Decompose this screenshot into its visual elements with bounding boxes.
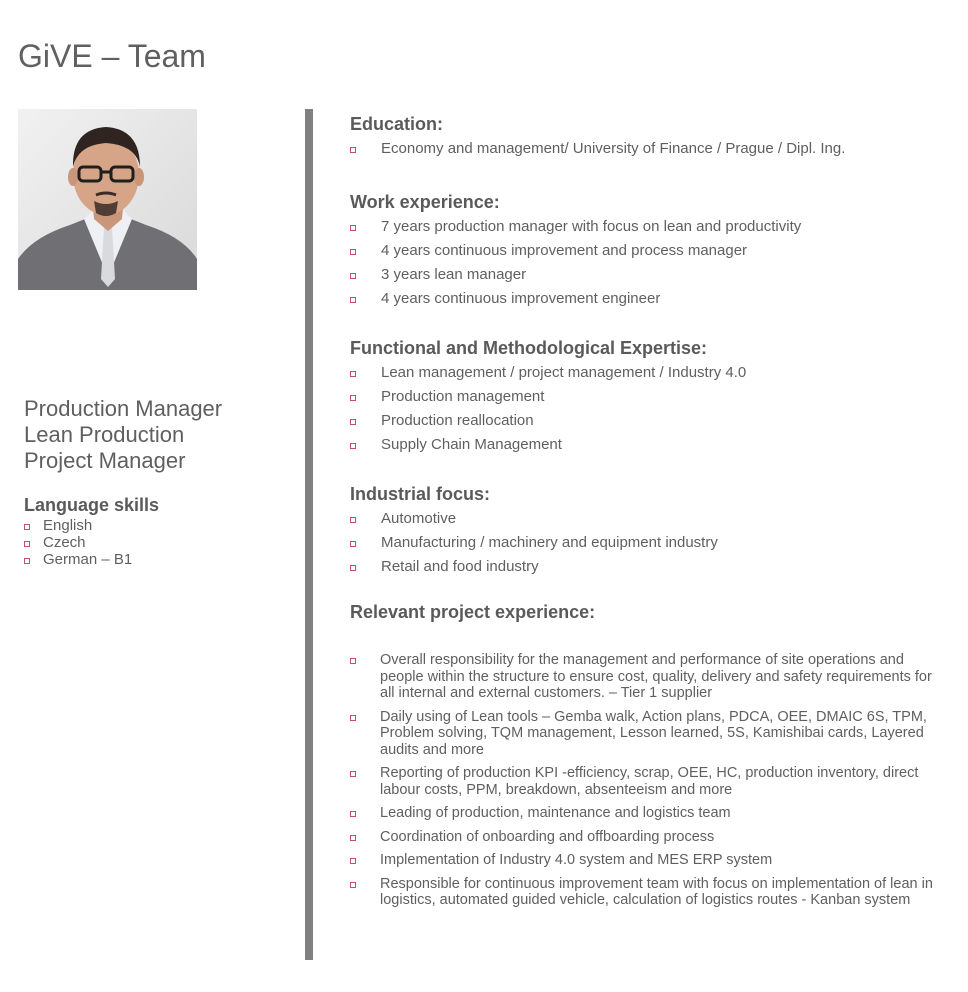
- language-label: German – B1: [43, 551, 133, 568]
- list-item: [350, 239, 940, 263]
- list-item: [350, 555, 940, 579]
- bullet-square-icon: [350, 771, 356, 777]
- list-item: [350, 852, 940, 869]
- language-item: [24, 534, 132, 551]
- list-item-text: Automotive: [381, 510, 457, 527]
- page-title: GiVE – Team: [18, 38, 206, 74]
- list-item: [350, 215, 940, 239]
- list-item: [350, 137, 940, 161]
- list-item-text: Production reallocation: [381, 412, 534, 429]
- list-item: [350, 507, 940, 531]
- bullet-square-icon: [24, 541, 30, 547]
- list-item: [350, 409, 940, 433]
- language-item: [24, 517, 132, 534]
- bullet-square-icon: [350, 371, 356, 377]
- language-item: [24, 551, 132, 568]
- list-item-text: Supply Chain Management: [381, 436, 562, 453]
- list-item-text: Lean management / project management / Industry 4.0: [381, 364, 747, 381]
- list-item-text: Leading of production, maintenance and logistics team: [380, 805, 731, 821]
- language-label: Czech: [43, 534, 86, 551]
- list-item: [350, 433, 940, 457]
- list-item: [350, 765, 940, 798]
- list-item-text: Retail and food industry: [381, 558, 539, 575]
- project-experience-list: [350, 652, 940, 909]
- list-item: [350, 531, 940, 555]
- list-item-text: Responsible for continuous improvement team with focus on implementation of lean in logistics, automated guided vehicle, calculation of logistics routes - Kanban system: [380, 875, 933, 908]
- bullet-square-icon: [350, 715, 356, 721]
- list-item-text: 4 years continuous improvement engineer: [381, 290, 661, 307]
- list-item: [350, 805, 940, 822]
- list-item: [350, 287, 940, 311]
- list-item-text: 3 years lean manager: [381, 266, 527, 283]
- list-item: [350, 263, 940, 287]
- bullet-square-icon: [350, 297, 356, 303]
- vertical-divider: [305, 109, 313, 960]
- role-title: Lean Production: [24, 422, 185, 447]
- bullet-square-icon: [350, 811, 356, 817]
- language-label: English: [43, 517, 93, 534]
- list-item: [350, 829, 940, 846]
- list-item-text: Reporting of production KPI -efficiency, scrap, OEE, HC, production inventory, direct labour costs, PPM, breakdown, absenteeism and more: [380, 765, 919, 798]
- list-item: [350, 709, 940, 759]
- list-item: [350, 876, 940, 909]
- bullet-square-icon: [350, 273, 356, 279]
- list-item-text: 7 years production manager with focus on lean and productivity: [381, 218, 802, 235]
- list-item-text: Coordination of onboarding and offboarding process: [380, 828, 715, 845]
- expertise-heading: Functional and Methodological Expertise:: [350, 338, 708, 358]
- list-item-text: Economy and management/ University of Finance / Prague / Dipl. Ing.: [381, 140, 846, 157]
- cv-content: [350, 113, 940, 916]
- work-experience-list: [350, 215, 940, 311]
- role-title: Production Manager: [24, 396, 223, 421]
- language-list: [24, 517, 132, 568]
- industrial-focus-heading: Industrial focus:: [350, 484, 491, 504]
- language-skills-heading: Language skills: [24, 495, 160, 515]
- bullet-square-icon: [350, 541, 356, 547]
- education-list: [350, 137, 940, 161]
- list-item: [350, 652, 940, 702]
- list-item-text: 4 years continuous improvement and process manager: [381, 242, 748, 259]
- bullet-square-icon: [350, 395, 356, 401]
- role-title: Project Manager: [24, 448, 186, 473]
- list-item-text: Daily using of Lean tools – Gemba walk, Action plans, PDCA, OEE, DMAIC 6S, TPM, Problem solving, TQM management, Lesson learned, 5S, Kamishibai cards, Layered audits and more: [380, 708, 927, 758]
- role-list: [24, 396, 222, 474]
- list-item-text: Manufacturing / machinery and equipment industry: [381, 534, 718, 551]
- bullet-square-icon: [24, 524, 30, 530]
- bullet-square-icon: [350, 517, 356, 523]
- bullet-square-icon: [350, 858, 356, 864]
- industrial-focus-list: [350, 507, 940, 579]
- profile-photo: [18, 109, 197, 290]
- list-item-text: Production management: [381, 388, 545, 405]
- education-heading: Education:: [350, 114, 443, 134]
- list-item-text: Implementation of Industry 4.0 system and MES ERP system: [380, 852, 773, 868]
- project-experience-heading: Relevant project experience:: [350, 602, 596, 622]
- bullet-square-icon: [350, 882, 356, 888]
- bullet-square-icon: [350, 835, 356, 841]
- bullet-square-icon: [350, 225, 356, 231]
- bullet-square-icon: [350, 658, 356, 664]
- list-item: [350, 385, 940, 409]
- expertise-list: [350, 361, 940, 457]
- bullet-square-icon: [350, 565, 356, 571]
- bullet-square-icon: [350, 419, 356, 425]
- work-experience-heading: Work experience:: [350, 192, 500, 212]
- list-item: [350, 361, 940, 385]
- bullet-square-icon: [350, 249, 356, 255]
- list-item-text: Overall responsibility for the management and performance of site operations and people within the structure to ensure cost, quality, delivery and safety requirements for all internal and external customers. – Tier 1 supplier: [380, 652, 932, 701]
- bullet-square-icon: [350, 443, 356, 449]
- bullet-square-icon: [24, 558, 30, 564]
- bullet-square-icon: [350, 147, 356, 153]
